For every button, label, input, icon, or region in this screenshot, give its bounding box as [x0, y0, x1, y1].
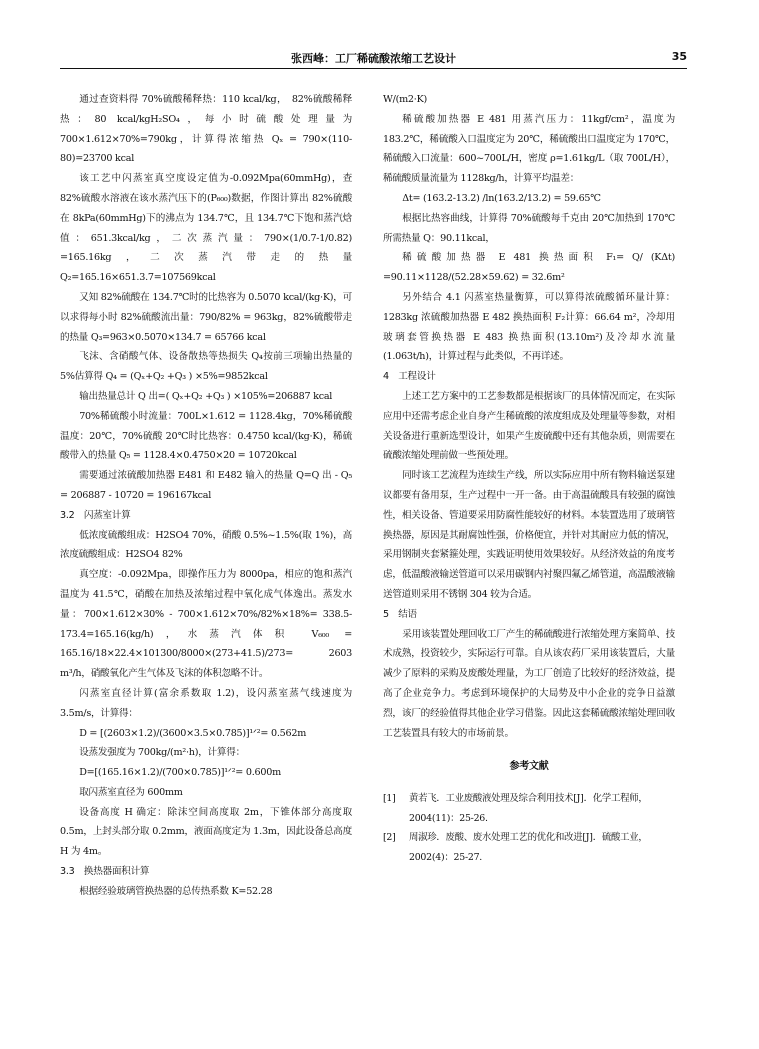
left-column — [60, 90, 352, 902]
reference-number: [1] — [383, 793, 396, 805]
section-heading-5: 5 结语 — [383, 608, 417, 620]
running-header — [60, 46, 687, 69]
paragraph: 需要通过浓硫酸加热器 E481 和 E482 输入的热量 Q=Q 出 - Q₅ = 206887 - 10720 = 196167kcal — [60, 470, 352, 501]
paragraph: 上述工艺方案中的工艺参数都是根据该厂的具体情况而定，在实际应用中还需考虑企业自身产生稀硫酸的浓度组成及处理量等参数，对相关设备进行重新选型设计，如果产生废硫酸中还有其他杂质，则需要在硫酸浓缩处理前做一些预处理。 — [383, 390, 675, 462]
paragraph: 飞沫、含硝酸气体、设备散热等热损失 Q₄按前三项输出热量的 5%估算得 Q₄ = (Qₓ+Q₂ +Q₃ ) ×5%=9852kcal — [60, 351, 352, 383]
section-heading-3-3: 3.3 换热器面积计算 — [60, 866, 150, 878]
page-number: 35 — [671, 50, 687, 63]
paragraph: 取闪蒸室直径为 600mm — [79, 786, 183, 798]
paragraph: 采用该装置处理回收工厂产生的稀硫酸进行浓缩处理方案简单、技术成熟，投资较少，实际运行可靠。自从该农药厂采用该装置后，大量减少了原料的采购及废酸处理量，为工厂创造了比较好的经济效益，提高了企业竞争力。考虑到环境保护的大局势及中小企业的竞争日益激烈，该厂的经验值得其他企业学习借鉴。因此这套稀硫酸浓缩处理回收工艺装置具有较大的市场前景。 — [383, 628, 675, 739]
equation: D = [(2603×1.2)/(3600×3.5×0.785)]¹ᐟ²= 0.562m — [79, 727, 307, 739]
paragraph: 闪蒸室直径计算(富余系数取 1.2)，设闪蒸室蒸气线速度为 3.5m/s，计算得： — [60, 687, 352, 719]
paragraph: 通过查资料得 70%硫酸稀释热：110 kcal/kg， 82%硫酸稀释热：80 kcal/kgH₂SO₄，每小时硫酸处理量为 700×1.612×70%=790kg，计算得浓缩热 Qₓ = 790×(110-80)=23700 kcal — [60, 94, 352, 165]
paragraph: 根据比热容曲线，计算得 70%硫酸每千克由 20℃加热到 170℃所需热量 Q：90.11kcal， — [383, 212, 675, 244]
references-heading: 参考文献 — [509, 761, 549, 773]
paragraph: 稀硫酸加热器 E 481 换热面积 F₁= Q/ (KΔt) =90.11×1128/(52.28×59.62) = 32.6m² — [383, 252, 675, 284]
section-heading-4: 4 工程设计 — [383, 371, 436, 383]
equation: D=[(165.16×1.2)/(700×0.785)]¹ᐟ²= 0.600m — [79, 767, 281, 779]
section-heading-3-2: 3.2 闪蒸室计算 — [60, 509, 131, 521]
paragraph: 稀硫酸加热器 E 481 用蒸汽压力：11kgf/cm²，温度为 183.2℃，稀硫酸入口温度定为 20℃，稀硫酸出口温度定为 170℃，稀硫酸入口流量：600~700L/H，密度 ρ=1.61kg/L（取 700L/H），稀硫酸质量流量为 1128kg/h，计算平均温差： — [383, 113, 675, 185]
reference-text: 黄若飞．工业废酸液处理及综合利用技术[J]．化学工程师，2004(11)：25-26. — [409, 793, 648, 824]
equation: Δt= (163.2-13.2) /ln(163.2/13.2) = 59.65℃ — [402, 192, 601, 204]
right-column — [383, 90, 675, 867]
paragraph: 该工艺中闪蒸室真空度设定值为-0.092Mpa(60mmHg)，查 82%硫酸水溶液在该水蒸汽压下的(P₆₀₀)数据，作图计算出 82%硫酸在 8kPa(60mmHg)下的沸点为 134.7℃，且 134.7℃下饱和蒸汽焓值：651.3kcal/kg，二次蒸汽量：790×(1/0.7-1/0.82) =165.16kg，二次蒸汽带走的热量 Q₂=165.16×651.3.7=107569kcal — [60, 173, 352, 284]
paragraph: 设备高度 H 确定：除沫空间高度取 2m，下锥体部分高度取 0.5m，上封头部分取 0.2mm，液面高度定为 1.3m，因此设备总高度 H 为 4m。 — [60, 806, 352, 858]
paragraph: W/(m2·K) — [383, 94, 427, 105]
running-title: 张西峰：工厂稀硫酸浓缩工艺设计 — [291, 52, 456, 65]
reference-number: [2] — [383, 832, 396, 844]
paragraph: 输出热量总计 Q 出=( Qₓ+Q₂ +Q₃ ) ×105%=206887 kcal — [79, 390, 333, 402]
paragraph: 70%稀硫酸小时流量：700L×1.612 = 1128.4kg，70%稀硫酸温度：20℃，70%硫酸 20℃时比热容：0.4750 kcal/(kg·K)，稀硫酸带入的热量 Q₅ = 1128.4×0.4750×20 = 10720kcal — [60, 410, 352, 462]
paragraph: 设蒸发强度为 700kg/(m²·h)，计算得： — [79, 747, 245, 759]
paragraph: 同时该工艺流程为连续生产线，所以实际应用中所有物料输送泵建议都要有备用泵，生产过程中一开一备。由于高温硫酸具有较强的腐蚀性，相关设备、管道要采用防腐性能较好的材料。本装置选用了玻璃管换热器，原因是其耐腐蚀性强，价格便宜，并针对其耐应力低的情况，采用钢制夹套紧箍处理，实践证明使用效果较好。从经济效益的角度考虑，低温酸液输送管道可以采用碳钢内衬聚四氟乙烯管道，高温酸液输送管道则采用不锈钢 304 较为合适。 — [383, 470, 675, 600]
paragraph: 另外结合 4.1 闪蒸室热量衡算，可以算得浓硫酸循环量计算：1283kg 浓硫酸加热器 E 482 换热面积 F₂计算：66.64 m²，冷却用玻璃套管换热器 E 483 换热面积(13.10m²)及冷却水流量(1.063t/h)，计算过程与此类似，不再详述。 — [383, 291, 675, 363]
reference-item — [383, 789, 675, 828]
paragraph: 低浓度硫酸组成：H2SO4 70%，硝酸 0.5%~1.5%(取 1%)，高浓度硫酸组成：H2SO4 82% — [60, 529, 352, 561]
paragraph: 根据经验玻璃管换热器的总传热系数 K=52.28 — [79, 885, 273, 897]
paragraph: 又知 82%硫酸在 134.7℃时的比热容为 0.5070 kcal/(kg·K)，可以求得每小时 82%硫酸流出量：790/82% = 963kg，82%硫酸带走的热量 Q₃=963×0.5070×134.7 = 65766 kcal — [60, 291, 352, 343]
paragraph: 真空度：-0.092Mpa，即操作压力为 8000pa，相应的饱和蒸汽温度为 41.5℃，硝酸在加热及浓缩过程中氧化成气体逸出。蒸发水量：700×1.612×30% - 700×1.612×70%/82%×18%= 338.5-173.4=165.16(kg/h)，水蒸汽体积 V₆₀₀ = 165.16/18×22.4×101300/8000×(273+41.5)/273= 2603 m³/h，硝酸氧化产生气体及飞沫的体积忽略不计。 — [60, 569, 352, 680]
reference-text: 周淑珍．废酸、废水处理工艺的优化和改进[J]．硫酸工业，2002(4)：25-27. — [409, 832, 648, 863]
reference-item — [383, 828, 675, 867]
